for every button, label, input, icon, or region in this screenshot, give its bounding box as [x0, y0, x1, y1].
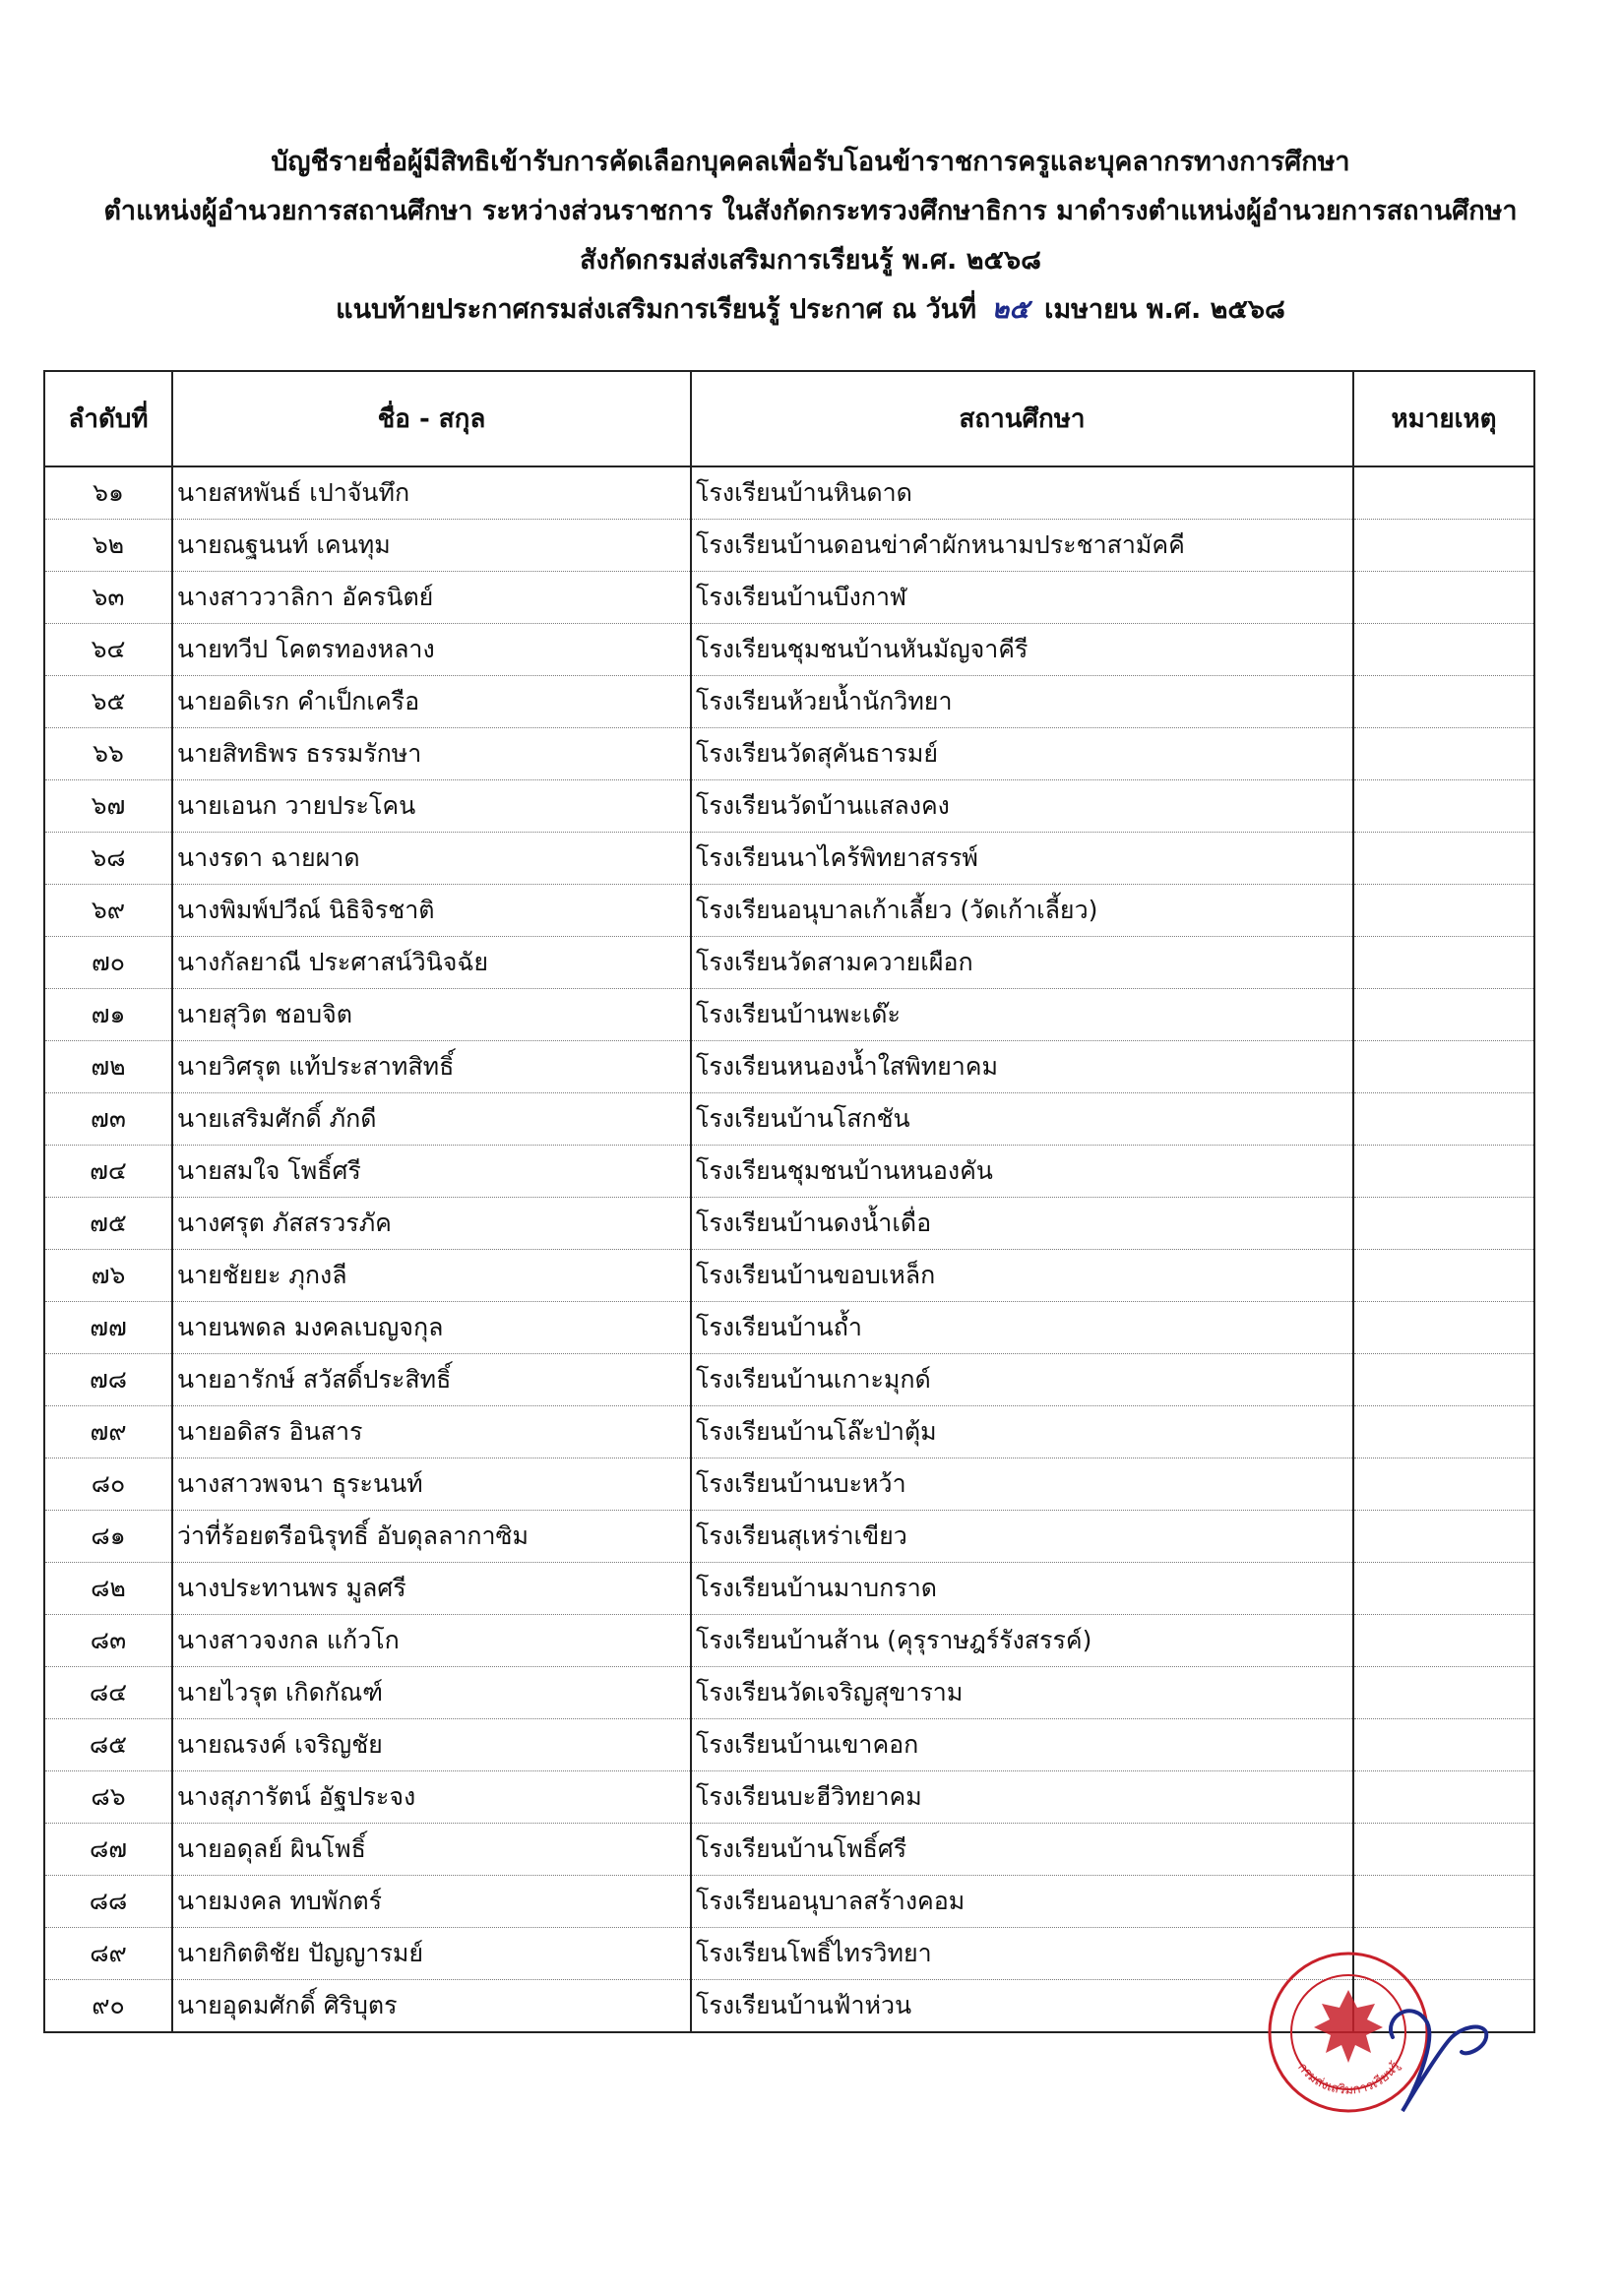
full-name-cell: นางศรุต ภัสสรวรภัค — [172, 1198, 691, 1250]
school-cell: โรงเรียนอนุบาลเก้าเลี้ยว (วัดเก้าเลี้ยว) — [691, 885, 1353, 937]
order-number-cell: ๖๑ — [44, 466, 172, 520]
remarks-cell — [1353, 1771, 1534, 1824]
school-cell: โรงเรียนบ้านโพธิ์ศรี — [691, 1824, 1353, 1876]
remarks-cell — [1353, 572, 1534, 624]
school-cell: โรงเรียนวัดบ้านแสลงคง — [691, 780, 1353, 833]
remarks-cell — [1353, 989, 1534, 1041]
order-number-cell: ๘๖ — [44, 1771, 172, 1824]
signature-icon — [1373, 1978, 1501, 2126]
full-name-cell: นายเอนก วายประโคน — [172, 780, 691, 833]
order-number-cell: ๗๘ — [44, 1354, 172, 1406]
header-remarks: หมายเหตุ — [1353, 371, 1534, 466]
title-line-2: ตำแหน่งผู้อำนวยการสถานศึกษา ระหว่างส่วนราชการ ในสังกัดกระทรวงศึกษาธิการ มาดำรงตำแหน่งผู้อำนวยการสถานศึกษา — [103, 196, 1518, 226]
seal-text: กรมส่งเสริมการเรียนรู้ — [1294, 2059, 1403, 2098]
announcement-day: ๒๕ — [991, 294, 1029, 325]
table-header-row — [44, 371, 1534, 466]
table-row — [44, 676, 1534, 728]
table-row — [44, 780, 1534, 833]
school-cell: โรงเรียนนาไคร้พิทยาสรรพ์ — [691, 833, 1353, 885]
school-cell: โรงเรียนชุมชนบ้านหันมัญจาคีรี — [691, 624, 1353, 676]
order-number-cell: ๖๓ — [44, 572, 172, 624]
table-row — [44, 885, 1534, 937]
full-name-cell: นางสุภารัตน์ อัฐประจง — [172, 1771, 691, 1824]
order-number-cell: ๖๘ — [44, 833, 172, 885]
remarks-cell — [1353, 728, 1534, 780]
full-name-cell: นายอดุลย์ ผินโพธิ์ — [172, 1824, 691, 1876]
table-row — [44, 1146, 1534, 1198]
full-name-cell: นางพิมพ์ปวีณ์ นิธิจิรชาติ — [172, 885, 691, 937]
order-number-cell: ๘๙ — [44, 1928, 172, 1980]
full-name-cell: นายสิทธิพร ธรรมรักษา — [172, 728, 691, 780]
remarks-cell — [1353, 885, 1534, 937]
school-cell: โรงเรียนบ้านดงน้ำเดื่อ — [691, 1198, 1353, 1250]
school-cell: โรงเรียนชุมชนบ้านหนองคัน — [691, 1146, 1353, 1198]
table-row — [44, 1250, 1534, 1302]
remarks-cell — [1353, 1458, 1534, 1511]
full-name-cell: นายกิตติชัย ปัญญารมย์ — [172, 1928, 691, 1980]
full-name-cell: นายชัยยะ ภุกงลี — [172, 1250, 691, 1302]
order-number-cell: ๘๓ — [44, 1615, 172, 1667]
remarks-cell — [1353, 1876, 1534, 1928]
school-cell: โรงเรียนวัดเจริญสุขาราม — [691, 1667, 1353, 1719]
school-cell: โรงเรียนวัดสุคันธารมย์ — [691, 728, 1353, 780]
school-cell: โรงเรียนสุเหร่าเขียว — [691, 1511, 1353, 1563]
remarks-cell — [1353, 520, 1534, 572]
full-name-cell: นายสมใจ โพธิ์ศรี — [172, 1146, 691, 1198]
school-cell: โรงเรียนบ้านเกาะมุกด์ — [691, 1354, 1353, 1406]
order-number-cell: ๖๙ — [44, 885, 172, 937]
order-number-cell: ๘๒ — [44, 1563, 172, 1615]
table-row — [44, 1041, 1534, 1093]
table-row — [44, 520, 1534, 572]
table-row — [44, 624, 1534, 676]
table-row — [44, 1876, 1534, 1928]
remarks-cell — [1353, 937, 1534, 989]
order-number-cell: ๖๕ — [44, 676, 172, 728]
table-row — [44, 1406, 1534, 1458]
full-name-cell: นางรดา ฉายผาด — [172, 833, 691, 885]
table-row — [44, 1458, 1534, 1511]
full-name-cell: นางสาววาลิกา อัครนิตย์ — [172, 572, 691, 624]
school-cell: โรงเรียนบ้านบะหว้า — [691, 1458, 1353, 1511]
remarks-cell — [1353, 676, 1534, 728]
remarks-cell — [1353, 833, 1534, 885]
school-cell: โรงเรียนบ้านดอนข่าคำผักหนามประชาสามัคคี — [691, 520, 1353, 572]
full-name-cell: นายอดิสร อินสาร — [172, 1406, 691, 1458]
order-number-cell: ๗๔ — [44, 1146, 172, 1198]
full-name-cell: นางประทานพร มูลศรี — [172, 1563, 691, 1615]
school-cell: โรงเรียนโพธิ์ไทรวิทยา — [691, 1928, 1353, 1980]
order-number-cell: ๖๒ — [44, 520, 172, 572]
school-cell: โรงเรียนบ้านขอบเหล็ก — [691, 1250, 1353, 1302]
order-number-cell: ๘๔ — [44, 1667, 172, 1719]
school-cell: โรงเรียนบ้านเขาคอก — [691, 1719, 1353, 1771]
full-name-cell: นายวิศรุต แท้ประสาทสิทธิ์ — [172, 1041, 691, 1093]
order-number-cell: ๗๑ — [44, 989, 172, 1041]
remarks-cell — [1353, 1198, 1534, 1250]
order-number-cell: ๖๖ — [44, 728, 172, 780]
announcement-line — [0, 285, 1621, 335]
table-row — [44, 1667, 1534, 1719]
order-number-cell: ๖๔ — [44, 624, 172, 676]
remarks-cell — [1353, 466, 1534, 520]
table-row — [44, 1198, 1534, 1250]
table-row — [44, 728, 1534, 780]
table-row — [44, 1824, 1534, 1876]
school-cell: โรงเรียนบ้านถ้ำ — [691, 1302, 1353, 1354]
school-cell: โรงเรียนบ้านบึงกาฬ — [691, 572, 1353, 624]
table-row — [44, 1093, 1534, 1146]
school-cell: โรงเรียนบ้านโล๊ะป่าตุ้ม — [691, 1406, 1353, 1458]
header-order-number: ลำดับที่ — [44, 371, 172, 466]
school-cell: โรงเรียนบ้านโสกชัน — [691, 1093, 1353, 1146]
signature-stroke — [1391, 2011, 1486, 2111]
school-cell: โรงเรียนอนุบาลสร้างคอม — [691, 1876, 1353, 1928]
table-body — [44, 466, 1534, 2032]
full-name-cell: นายไวรุต เกิดกัณฑ์ — [172, 1667, 691, 1719]
school-cell: โรงเรียนบ้านฟ้าห่วน — [691, 1980, 1353, 2033]
announcement-suffix: เมษายน พ.ศ. ๒๕๖๘ — [1044, 294, 1285, 325]
document-title — [0, 138, 1621, 335]
full-name-cell: นายณฐนนท์ เคนทุม — [172, 520, 691, 572]
full-name-cell: นายอารักษ์ สวัสดิ์ประสิทธิ์ — [172, 1354, 691, 1406]
full-name-cell: นายเสริมศักดิ์ ภักดี — [172, 1093, 691, 1146]
table-row — [44, 1615, 1534, 1667]
order-number-cell: ๖๗ — [44, 780, 172, 833]
full-name-cell: นายสุวิต ชอบจิต — [172, 989, 691, 1041]
school-cell: โรงเรียนบ้านหินดาด — [691, 466, 1353, 520]
full-name-cell: ว่าที่ร้อยตรีอนิรุทธิ์ อับดุลลากาซิม — [172, 1511, 691, 1563]
order-number-cell: ๗๕ — [44, 1198, 172, 1250]
table-row — [44, 833, 1534, 885]
order-number-cell: ๘๑ — [44, 1511, 172, 1563]
remarks-cell — [1353, 1146, 1534, 1198]
full-name-cell: นายอดิเรก คำเป็กเครือ — [172, 676, 691, 728]
school-cell: โรงเรียนบ้านส้าน (คุรุราษฎร์รังสรรค์) — [691, 1615, 1353, 1667]
order-number-cell: ๗๒ — [44, 1041, 172, 1093]
school-cell: โรงเรียนวัดสามควายเผือก — [691, 937, 1353, 989]
table-row — [44, 1719, 1534, 1771]
table-row — [44, 1511, 1534, 1563]
title-line-1: บัญชีรายชื่อผู้มีสิทธิเข้ารับการคัดเลือกบุคคลเพื่อรับโอนข้าราชการครูและบุคลากรทางการศึกษา — [271, 147, 1350, 177]
header-school: สถานศึกษา — [691, 371, 1353, 466]
full-name-cell: นางสาวจงกล แก้วโก — [172, 1615, 691, 1667]
title-line-3: สังกัดกรมส่งเสริมการเรียนรู้ พ.ศ. ๒๕๖๘ — [580, 245, 1041, 276]
remarks-cell — [1353, 1719, 1534, 1771]
table-row — [44, 1354, 1534, 1406]
table-row — [44, 989, 1534, 1041]
full-name-cell: นางสาวพจนา ธุระนนท์ — [172, 1458, 691, 1511]
remarks-cell — [1353, 624, 1534, 676]
full-name-cell: นายสหพันธ์ เปาจันทึก — [172, 466, 691, 520]
order-number-cell: ๗๙ — [44, 1406, 172, 1458]
announcement-prefix: แนบท้ายประกาศกรมส่งเสริมการเรียนรู้ ประกาศ ณ วันที่ — [336, 294, 977, 325]
full-name-cell: นายอุดมศักดิ์ ศิริบุตร — [172, 1980, 691, 2033]
remarks-cell — [1353, 1354, 1534, 1406]
remarks-cell — [1353, 1406, 1534, 1458]
order-number-cell: ๘๗ — [44, 1824, 172, 1876]
order-number-cell: ๘๐ — [44, 1458, 172, 1511]
header-full-name: ชื่อ - สกุล — [172, 371, 691, 466]
table-row — [44, 1771, 1534, 1824]
full-name-cell: นายทวีป โคตรทองหลาง — [172, 624, 691, 676]
table-row — [44, 1302, 1534, 1354]
candidate-table — [43, 370, 1535, 2033]
remarks-cell — [1353, 1563, 1534, 1615]
school-cell: โรงเรียนบ้านพะเด๊ะ — [691, 989, 1353, 1041]
remarks-cell — [1353, 1667, 1534, 1719]
remarks-cell — [1353, 1615, 1534, 1667]
full-name-cell: นายณรงค์ เจริญชัย — [172, 1719, 691, 1771]
table-row — [44, 1563, 1534, 1615]
full-name-cell: นายนพดล มงคลเบญจกุล — [172, 1302, 691, 1354]
remarks-cell — [1353, 1824, 1534, 1876]
order-number-cell: ๗๖ — [44, 1250, 172, 1302]
school-cell: โรงเรียนห้วยน้ำนักวิทยา — [691, 676, 1353, 728]
remarks-cell — [1353, 1250, 1534, 1302]
table-row — [44, 572, 1534, 624]
remarks-cell — [1353, 1511, 1534, 1563]
order-number-cell: ๗๗ — [44, 1302, 172, 1354]
table-row — [44, 466, 1534, 520]
remarks-cell — [1353, 780, 1534, 833]
remarks-cell — [1353, 1093, 1534, 1146]
school-cell: โรงเรียนบ้านมาบกราด — [691, 1563, 1353, 1615]
school-cell: โรงเรียนบะฮีวิทยาคม — [691, 1771, 1353, 1824]
order-number-cell: ๗๓ — [44, 1093, 172, 1146]
order-number-cell: ๗๐ — [44, 937, 172, 989]
school-cell: โรงเรียนหนองน้ำใสพิทยาคม — [691, 1041, 1353, 1093]
full-name-cell: นายมงคล ทบพักตร์ — [172, 1876, 691, 1928]
order-number-cell: ๙๐ — [44, 1980, 172, 2033]
table-row — [44, 937, 1534, 989]
full-name-cell: นางกัลยาณี ประศาสน์วินิจฉัย — [172, 937, 691, 989]
remarks-cell — [1353, 1302, 1534, 1354]
order-number-cell: ๘๕ — [44, 1719, 172, 1771]
remarks-cell — [1353, 1041, 1534, 1093]
order-number-cell: ๘๘ — [44, 1876, 172, 1928]
